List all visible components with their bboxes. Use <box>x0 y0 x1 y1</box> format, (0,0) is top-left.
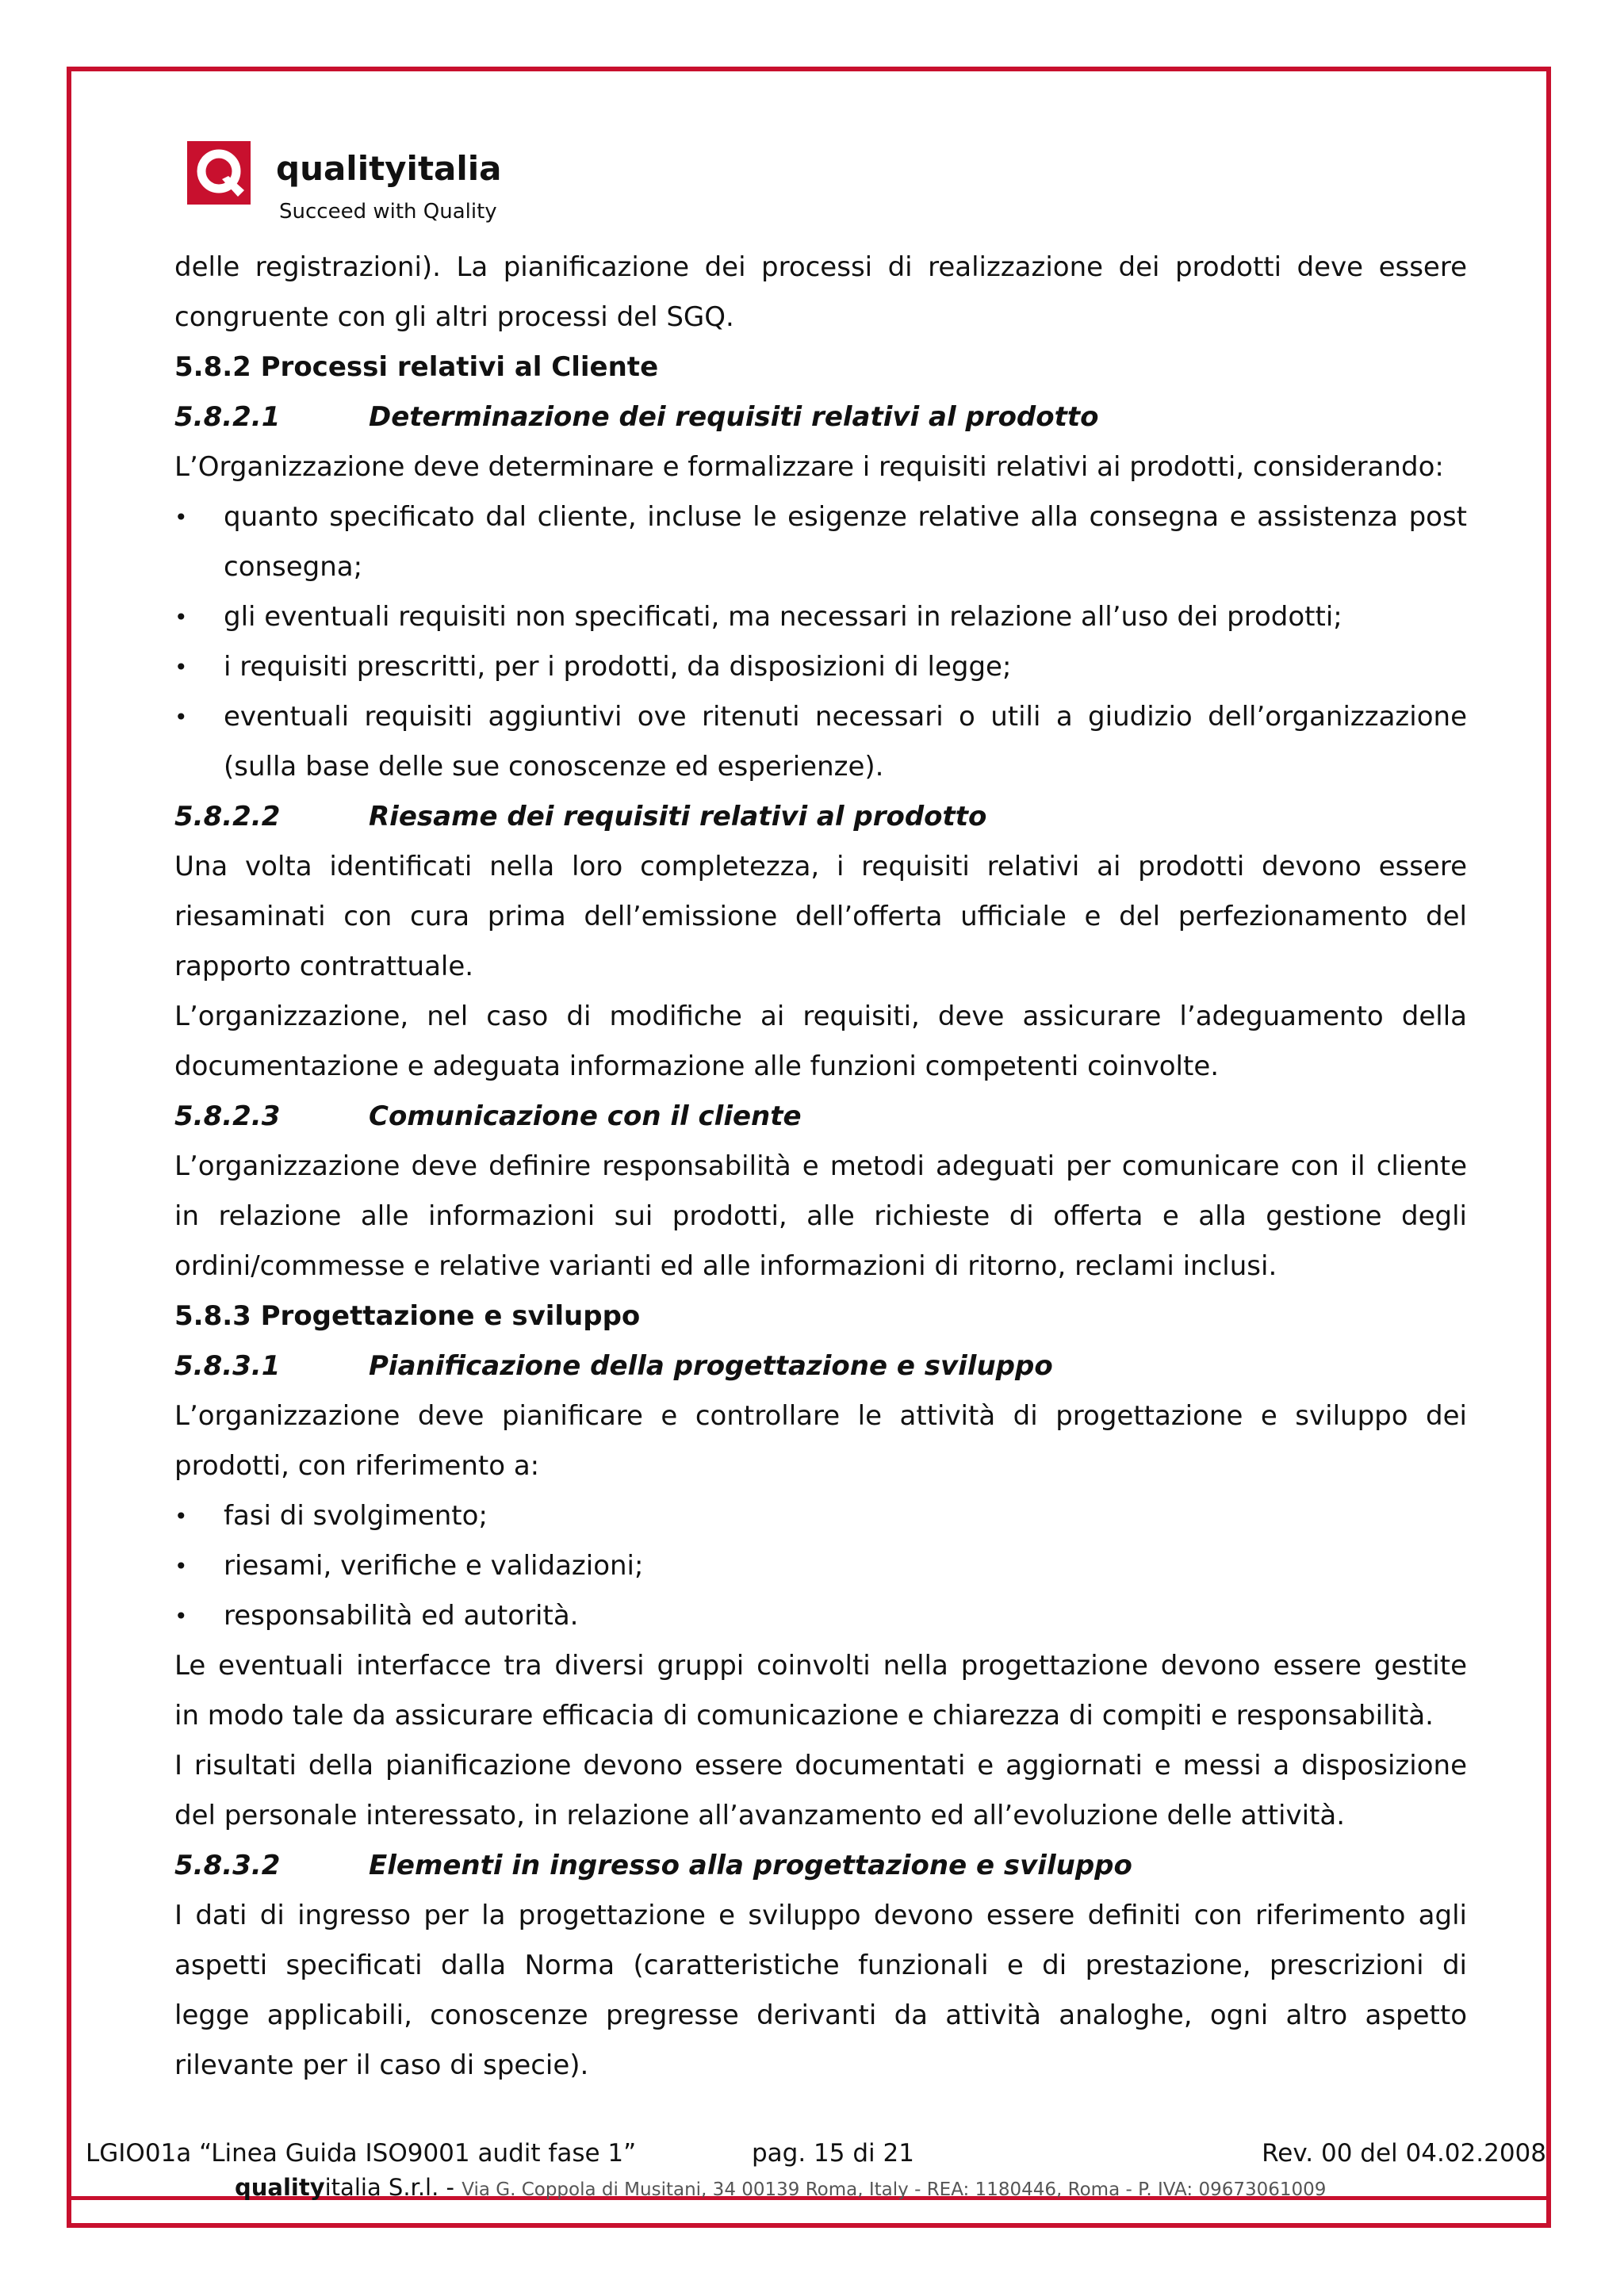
list-item-continuation: (sulla base delle sue conoscenze ed esperienze). <box>224 751 884 783</box>
q-logo-icon <box>187 141 251 205</box>
paragraph-line: aspetti specificati dalla Norma (caratteristiche funzionali e di prestazione, prescrizioni di <box>174 1950 1467 1981</box>
list-item: • i requisiti prescritti, per i prodotti, da disposizioni di legge; <box>174 642 1467 692</box>
paragraph-line: I dati di ingresso per la progettazione e sviluppo devono essere definiti con riferimento agli <box>174 1900 1467 1931</box>
list-item: • quanto specificato dal cliente, incluse le esigenze relative alla consegna e assistenza post <box>174 492 1467 542</box>
paragraph-line: in relazione alle informazioni sui prodotti, alle richieste di offerta e alla gestione degli <box>174 1200 1467 1232</box>
paragraph-line: prodotti, con riferimento a: <box>174 1450 540 1482</box>
bullet-icon: • <box>174 704 188 730</box>
page-number: pag. 15 di 21 <box>752 2139 914 2168</box>
company-address: Via G. Coppola di Musitani, 34 00139 Roma, Italy - REA: 1180446, Roma - P. IVA: 09673061009 <box>462 2179 1327 2200</box>
paragraph-line: riesaminati con cura prima dell’emissione dell’offerta ufficiale e del perfezionamento del <box>174 901 1467 932</box>
subsection-heading-5-8-2-1: 5.8.2.1 Determinazione dei requisiti relativi al prodotto <box>174 401 1099 433</box>
paragraph-line: L’organizzazione deve definire responsabilità e metodi adeguati per comunicare con il cliente <box>174 1150 1467 1182</box>
paragraph-line: Una volta identificati nella loro completezza, i requisiti relativi ai prodotti devono essere <box>174 851 1467 882</box>
section-heading-5-8-3: 5.8.3 Progettazione e sviluppo <box>174 1300 641 1332</box>
footer-company <box>235 2174 1326 2203</box>
bullet-icon: • <box>174 604 188 630</box>
paragraph-line: documentazione e adeguata informazione alle funzioni competenti coinvolte. <box>174 1050 1220 1082</box>
brand-tagline: Succeed with Quality <box>279 200 497 224</box>
subsection-heading-5-8-2-3: 5.8.2.3 Comunicazione con il cliente <box>174 1100 802 1132</box>
list-item: • eventuali requisiti aggiuntivi ove ritenuti necessari o utili a giudizio dell’organizzazione <box>174 692 1467 742</box>
revision-info: Rev. 00 del 04.02.2008 <box>1262 2139 1546 2168</box>
paragraph-line: L’organizzazione deve pianificare e controllare le attività di progettazione e sviluppo dei <box>174 1400 1467 1432</box>
paragraph-line: L’organizzazione, nel caso di modifiche ai requisiti, deve assicurare l’adeguamento della <box>174 1001 1467 1032</box>
paragraph-line: rapporto contrattuale. <box>174 951 474 982</box>
bullet-icon: • <box>174 504 188 530</box>
paragraph-line: I risultati della pianificazione devono essere documentati e aggiornati e messi a disposizione <box>174 1750 1467 1781</box>
paragraph-line: Le eventuali interfacce tra diversi gruppi coinvolti nella progettazione devono essere gestite <box>174 1650 1467 1682</box>
bullet-icon: • <box>174 1503 188 1529</box>
list-item: • riesami, verifiche e validazioni; <box>174 1541 1467 1591</box>
bullet-icon: • <box>174 1603 188 1629</box>
list-item: • fasi di svolgimento; <box>174 1491 1467 1541</box>
paragraph-line: ordini/commesse e relative varianti ed alle informazioni di ritorno, reclami inclusi. <box>174 1250 1277 1282</box>
paragraph-line: L’Organizzazione deve determinare e formalizzare i requisiti relativi ai prodotti, considerando: <box>174 451 1444 483</box>
brand-name: qualityitalia <box>276 149 502 188</box>
document-body <box>174 243 1467 2091</box>
list-item-continuation: consegna; <box>224 551 363 583</box>
subsection-heading-5-8-3-2: 5.8.3.2 Elementi in ingresso alla progettazione e sviluppo <box>174 1850 1132 1881</box>
company-name-rest: italia S.r.l. - <box>324 2174 462 2201</box>
subsection-heading-5-8-2-2: 5.8.2.2 Riesame dei requisiti relativi al prodotto <box>174 801 987 832</box>
section-heading-5-8-2: 5.8.2 Processi relativi al Cliente <box>174 351 659 383</box>
paragraph-line: rilevante per il caso di specie). <box>174 2049 589 2081</box>
list-item: • gli eventuali requisiti non specificati, ma necessari in relazione all’uso dei prodotti; <box>174 592 1467 642</box>
paragraph-line: del personale interessato, in relazione all’avanzamento ed all’evoluzione delle attività. <box>174 1800 1346 1831</box>
document-reference: LGIO01a “Linea Guida ISO9001 audit fase 1” <box>86 2139 637 2168</box>
paragraph-line: legge applicabili, conoscenze pregresse derivanti da attività analoghe, ogni altro aspetto <box>174 1999 1467 2031</box>
paragraph-line: congruente con gli altri processi del SGQ. <box>174 301 734 333</box>
paragraph-line: delle registrazioni). La pianificazione dei processi di realizzazione dei prodotti deve essere <box>174 251 1467 283</box>
paragraph-line: in modo tale da assicurare efficacia di comunicazione e chiarezza di compiti e responsabilità. <box>174 1700 1434 1732</box>
bullet-icon: • <box>174 654 188 680</box>
footer-meta <box>86 2137 1546 2169</box>
company-name-bold: quality <box>235 2174 325 2201</box>
subsection-heading-5-8-3-1: 5.8.3.1 Pianificazione della progettazione e sviluppo <box>174 1350 1053 1382</box>
list-item: • responsabilità ed autorità. <box>174 1591 1467 1641</box>
bullet-icon: • <box>174 1553 188 1579</box>
